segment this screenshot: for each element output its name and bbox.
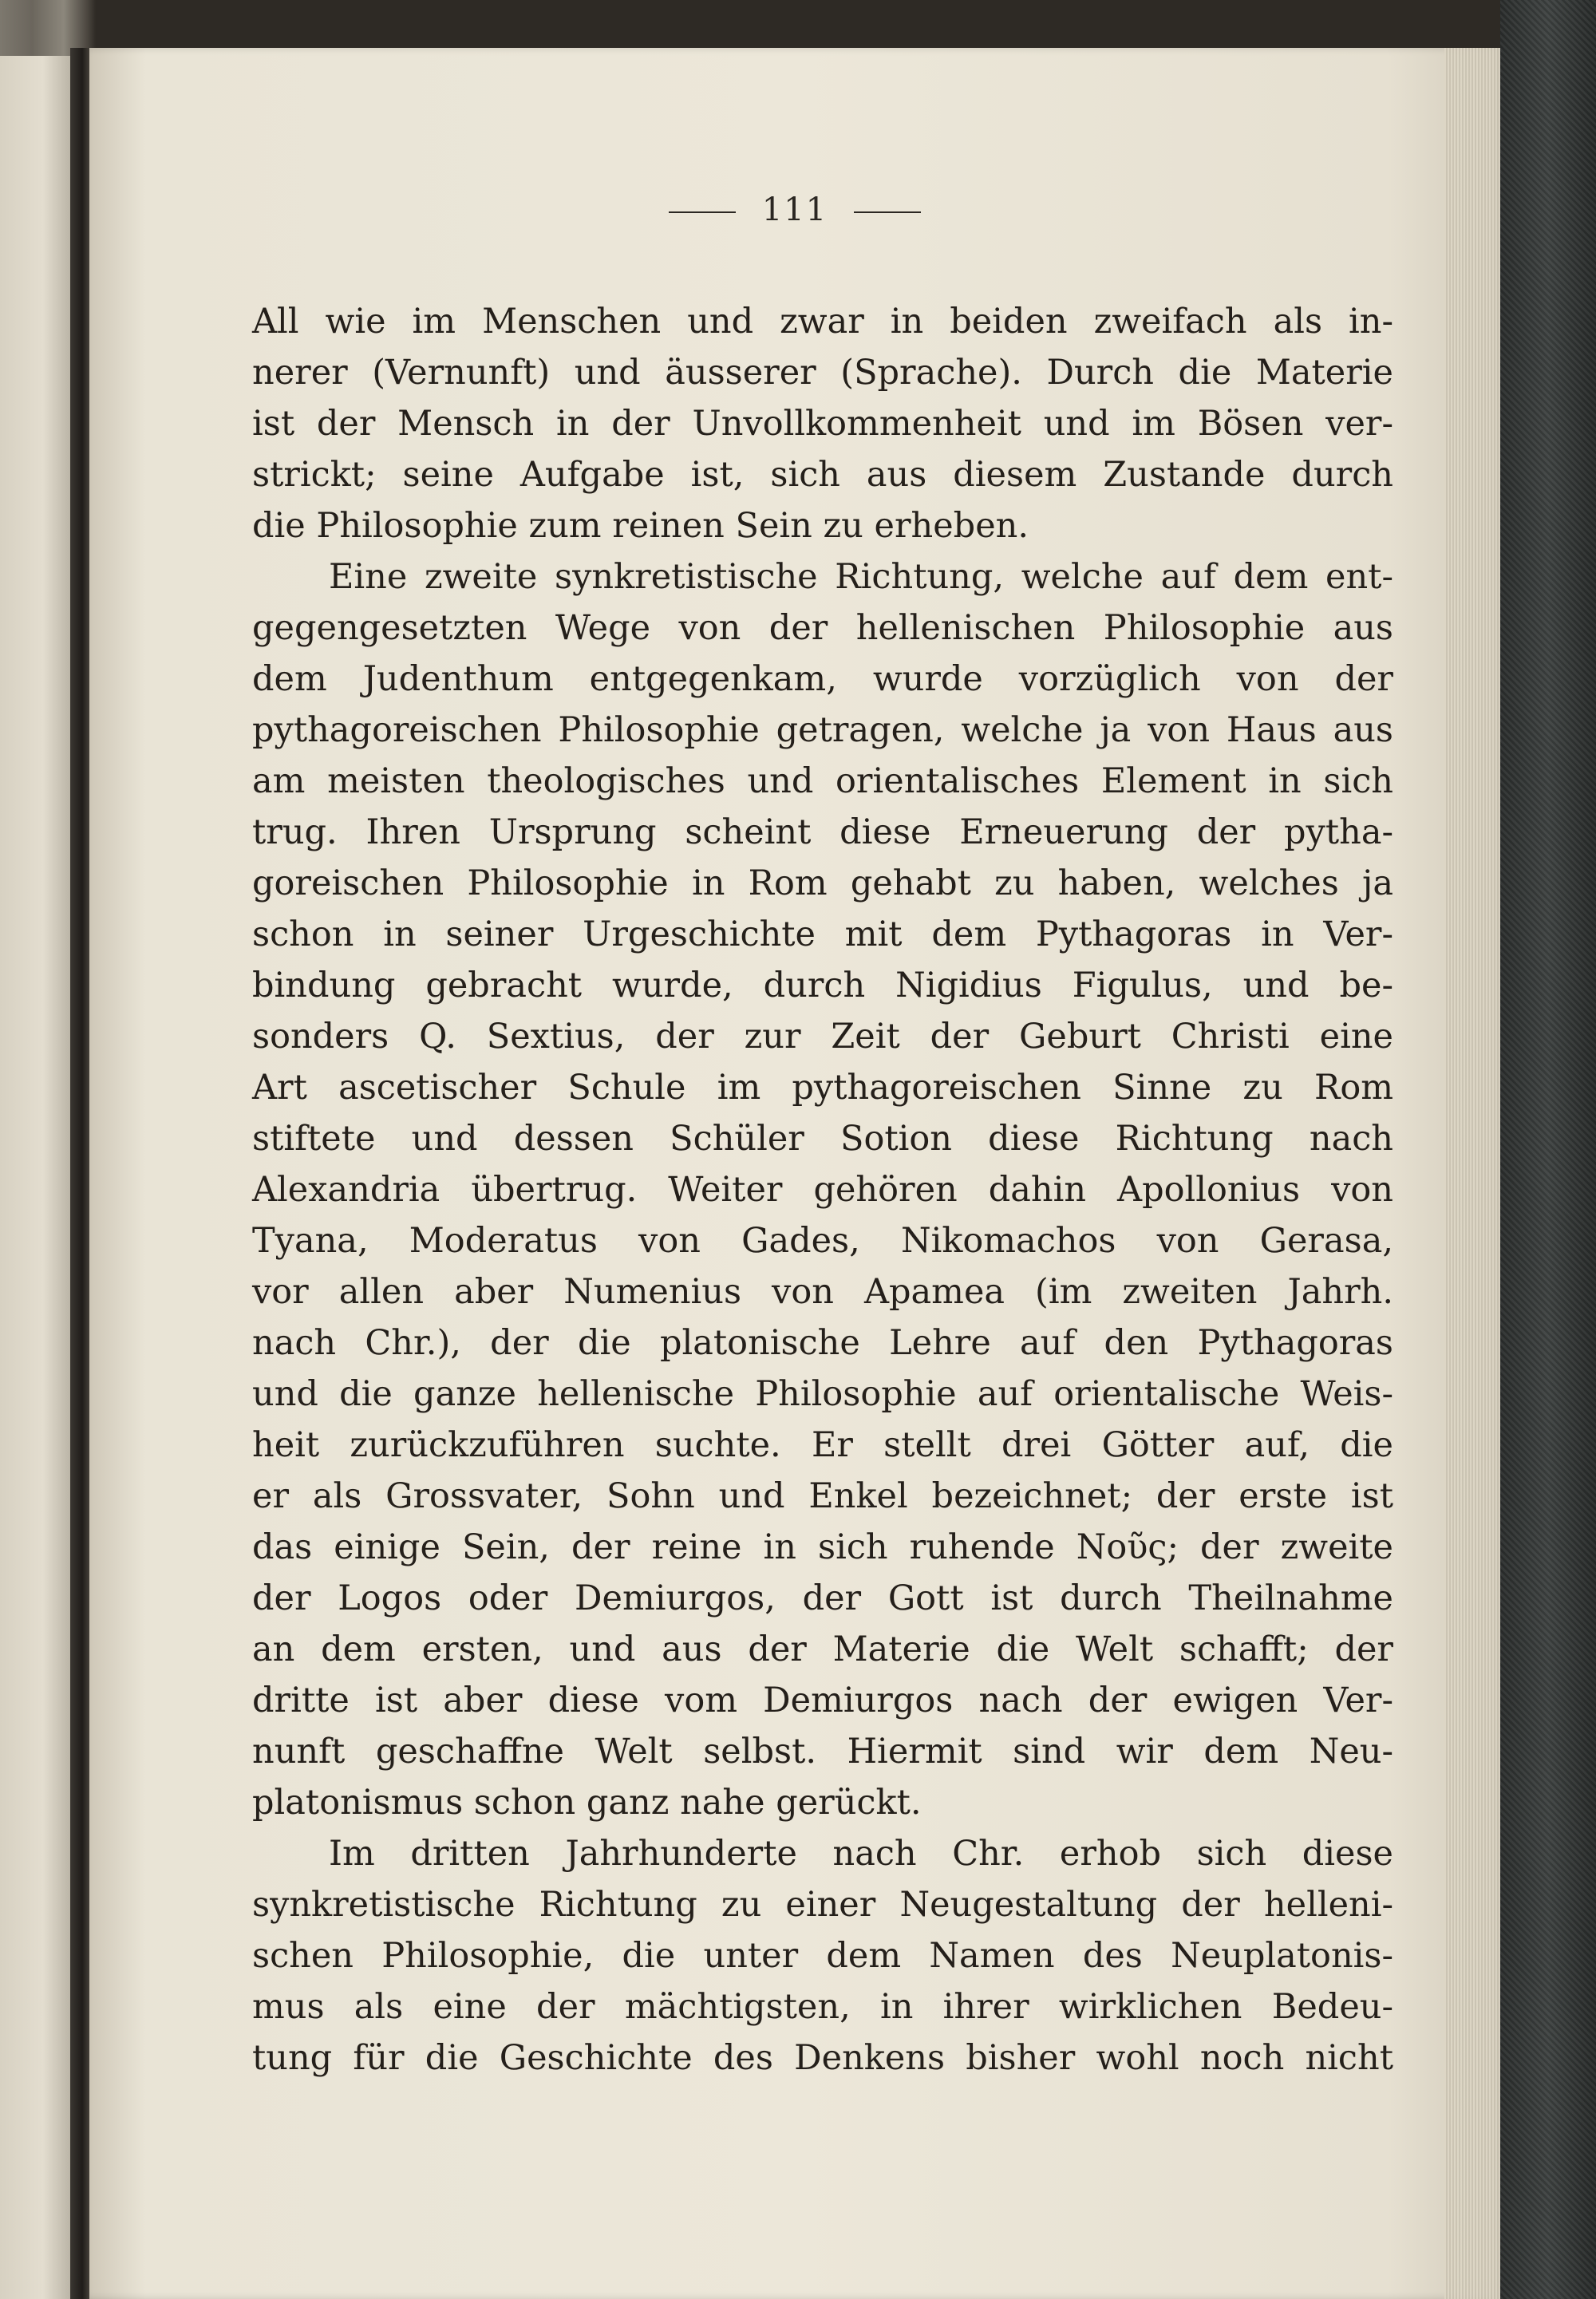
text-line: stiftete und dessen Schüler Sotion diese Richtung nach	[252, 1119, 1393, 1159]
text-line: trug. Ihren Ursprung scheint diese Erneuerung der pytha-	[252, 812, 1393, 852]
text-line: nach Chr.), der die platonische Lehre auf den Pythagoras	[252, 1323, 1393, 1363]
text-line: Art ascetischer Schule im pythagoreischen Sinne zu Rom	[252, 1068, 1393, 1108]
text-line: Im dritten Jahrhunderte nach Chr. erhob sich diese	[329, 1834, 1393, 1874]
text-line: das einige Sein, der reine in sich ruhende Νοῦς; der zweite	[252, 1527, 1393, 1567]
book-cover-edge	[1500, 0, 1596, 2299]
text-line: nunft geschaffne Welt selbst. Hiermit sind wir dem Neu-	[252, 1732, 1393, 1772]
text-line: strickt; seine Aufgabe ist, sich aus diesem Zustande durch	[252, 455, 1393, 495]
text-line: platonismus schon ganz nahe gerückt.	[252, 1783, 922, 1823]
text-line: bindung gebracht wurde, durch Nigidius Figulus, und be-	[252, 966, 1393, 1005]
text-line: der Logos oder Demiurgos, der Gott ist durch Theilnahme	[252, 1578, 1393, 1618]
text-line: mus als eine der mächtigsten, in ihrer wirklichen Bedeu-	[252, 1987, 1393, 2027]
text-line: schen Philosophie, die unter dem Namen des Neuplatonis-	[252, 1936, 1393, 1976]
text-line: Tyana, Moderatus von Gades, Nikomachos von Gerasa,	[252, 1221, 1393, 1261]
body-text	[252, 296, 1393, 2084]
text-line: dem Judenthum entgegenkam, wurde vorzüglich von der	[252, 659, 1393, 699]
page-number: 111	[761, 192, 828, 228]
text-line: gegengesetzten Wege von der hellenischen Philosophie aus	[252, 608, 1393, 648]
text-line: am meisten theologisches und orientalisches Element in sich	[252, 761, 1393, 801]
text-line: sonders Q. Sextius, der zur Zeit der Geburt Christi eine	[252, 1017, 1393, 1057]
text-line: heit zurückzuführen suchte. Er stellt drei Götter auf, die	[252, 1425, 1393, 1465]
text-line: All wie im Menschen und zwar in beiden zweifach als in-	[252, 302, 1393, 342]
text-line: er als Grossvater, Sohn und Enkel bezeichnet; der erste ist	[252, 1476, 1393, 1516]
text-line: goreischen Philosophie in Rom gehabt zu haben, welches ja	[252, 863, 1393, 903]
text-line: und die ganze hellenische Philosophie auf orientalische Weis-	[252, 1374, 1393, 1414]
text-line: vor allen aber Numenius von Apamea (im zweiten Jahrh.	[252, 1272, 1393, 1312]
header-dash-right	[854, 211, 921, 213]
page-header	[89, 192, 1500, 228]
text-line: schon in seiner Urgeschichte mit dem Pythagoras in Ver-	[252, 914, 1393, 954]
book-page	[89, 48, 1500, 2299]
text-line: die Philosophie zum reinen Sein zu erheben.	[252, 506, 1029, 546]
text-line: Eine zweite synkretistische Richtung, welche auf dem ent-	[329, 557, 1393, 597]
header-dash-left	[669, 211, 736, 213]
text-line: Alexandria übertrug. Weiter gehören dahin Apollonius von	[252, 1170, 1393, 1210]
text-line: tung für die Geschichte des Denkens bisher wohl noch nicht	[252, 2038, 1393, 2078]
page-edges	[1444, 48, 1500, 2299]
text-line: an dem ersten, und aus der Materie die Welt schafft; der	[252, 1629, 1393, 1669]
text-line: pythagoreischen Philosophie getragen, welche ja von Haus aus	[252, 710, 1393, 750]
text-line: synkretistische Richtung zu einer Neugestaltung der helleni-	[252, 1885, 1393, 1925]
text-line: dritte ist aber diese vom Demiurgos nach der ewigen Ver-	[252, 1681, 1393, 1720]
text-line: nerer (Vernunft) und äusserer (Sprache). Durch die Materie	[252, 353, 1393, 393]
text-line: ist der Mensch in der Unvollkommenheit und im Bösen ver-	[252, 404, 1393, 444]
facing-page-edge	[0, 56, 72, 2299]
